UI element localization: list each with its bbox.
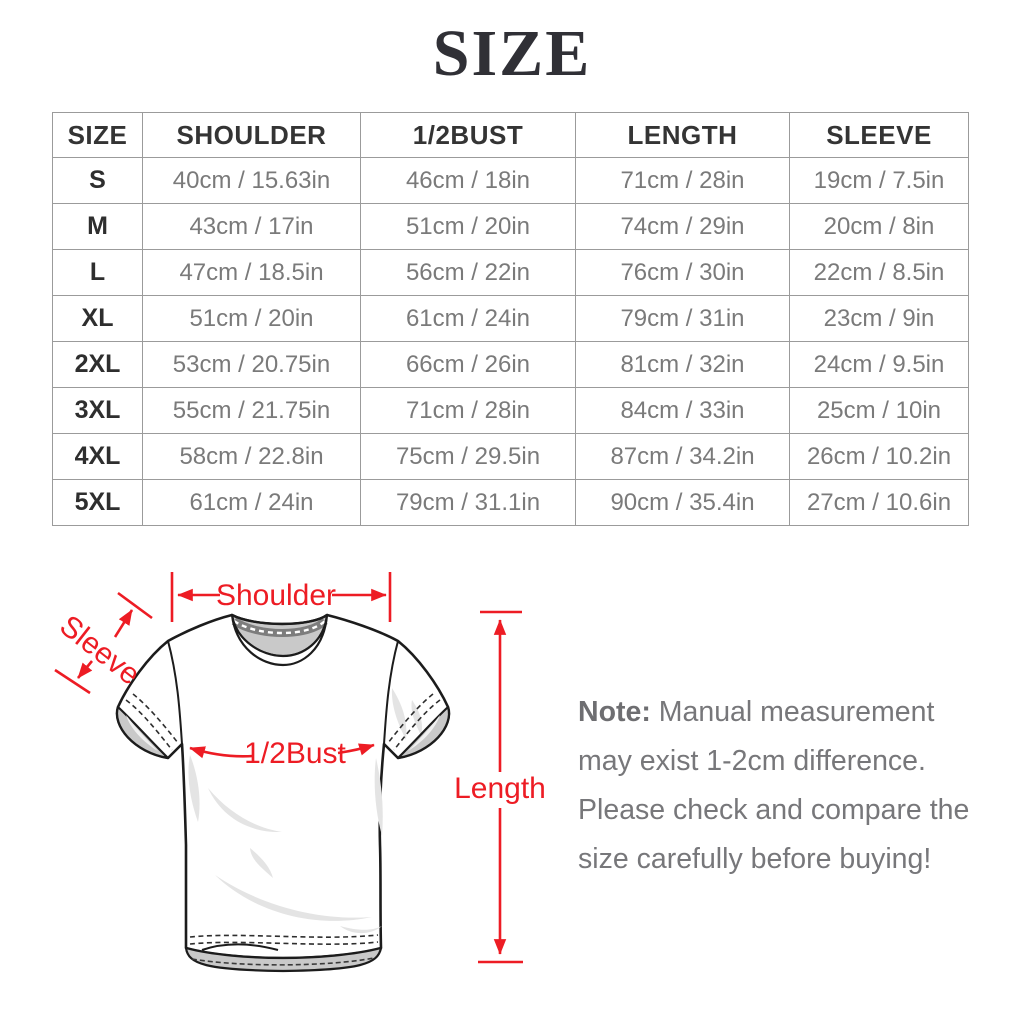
cell-size: L (53, 250, 143, 296)
table-row (53, 388, 969, 434)
cell-size: 3XL (53, 388, 143, 434)
cell-length: 90cm / 35.4in (576, 480, 790, 526)
cell-shoulder: 58cm / 22.8in (143, 434, 361, 480)
cell-size: XL (53, 296, 143, 342)
cell-shoulder: 43cm / 17in (143, 204, 361, 250)
tshirt-body-outline (117, 615, 449, 958)
header-length: LENGTH (576, 113, 790, 158)
sleeve-arrow-up (115, 610, 132, 637)
cell-bust: 66cm / 26in (361, 342, 576, 388)
shoulder-arrow-label: Shoulder (215, 579, 337, 612)
cell-sleeve: 19cm / 7.5in (790, 158, 969, 204)
note-body: Manual measurement may exist 1-2cm difference. Please check and compare the size carefully before buying! (578, 696, 970, 875)
cell-length: 84cm / 33in (576, 388, 790, 434)
cell-sleeve: 27cm / 10.6in (790, 480, 969, 526)
cell-shoulder: 53cm / 20.75in (143, 342, 361, 388)
cell-sleeve: 26cm / 10.2in (790, 434, 969, 480)
sleeve-tick-bottom (55, 670, 90, 693)
page-title: SIZE (432, 17, 592, 90)
cell-shoulder: 47cm / 18.5in (143, 250, 361, 296)
table-row (53, 434, 969, 480)
cell-shoulder: 55cm / 21.75in (143, 388, 361, 434)
cell-bust: 75cm / 29.5in (361, 434, 576, 480)
cell-sleeve: 24cm / 9.5in (790, 342, 969, 388)
table-row (53, 342, 969, 388)
cell-shoulder: 61cm / 24in (143, 480, 361, 526)
length-arrow-label: Length (454, 772, 546, 805)
cell-bust: 61cm / 24in (361, 296, 576, 342)
cell-length: 74cm / 29in (576, 204, 790, 250)
cell-size: 5XL (53, 480, 143, 526)
cell-length: 79cm / 31in (576, 296, 790, 342)
header-sleeve: SLEEVE (790, 113, 969, 158)
cell-sleeve: 22cm / 8.5in (790, 250, 969, 296)
table-row (53, 158, 969, 204)
length-arrow (454, 612, 546, 962)
cell-shoulder: 40cm / 15.63in (143, 158, 361, 204)
cell-shoulder: 51cm / 20in (143, 296, 361, 342)
cell-sleeve: 23cm / 9in (790, 296, 969, 342)
cell-sleeve: 20cm / 8in (790, 204, 969, 250)
note-prefix: Note: (578, 696, 651, 728)
table-header-row (53, 113, 969, 158)
table-row (53, 480, 969, 526)
cell-size: 4XL (53, 434, 143, 480)
header-shoulder: SHOULDER (143, 113, 361, 158)
header-size: SIZE (53, 113, 143, 158)
sleeve-tick-top (118, 593, 152, 618)
cell-length: 76cm / 30in (576, 250, 790, 296)
header-bust: 1/2BUST (361, 113, 576, 158)
cell-bust: 46cm / 18in (361, 158, 576, 204)
cell-bust: 51cm / 20in (361, 204, 576, 250)
cell-bust: 71cm / 28in (361, 388, 576, 434)
size-table (52, 112, 969, 526)
bust-arrow-label: 1/2Bust (244, 737, 346, 770)
cell-sleeve: 25cm / 10in (790, 388, 969, 434)
cell-bust: 56cm / 22in (361, 250, 576, 296)
table-row (53, 204, 969, 250)
table-row (53, 250, 969, 296)
cell-length: 87cm / 34.2in (576, 434, 790, 480)
cell-size: S (53, 158, 143, 204)
shoulder-arrow (172, 572, 390, 622)
tshirt-illustration (117, 615, 449, 971)
cell-length: 81cm / 32in (576, 342, 790, 388)
cell-size: M (53, 204, 143, 250)
tshirt-measurement-diagram (40, 560, 560, 1015)
cell-length: 71cm / 28in (576, 158, 790, 204)
measurement-note (578, 688, 986, 884)
sleeve-arrow-label: Sleeve (53, 609, 146, 692)
cell-size: 2XL (53, 342, 143, 388)
table-row (53, 296, 969, 342)
cell-bust: 79cm / 31.1in (361, 480, 576, 526)
